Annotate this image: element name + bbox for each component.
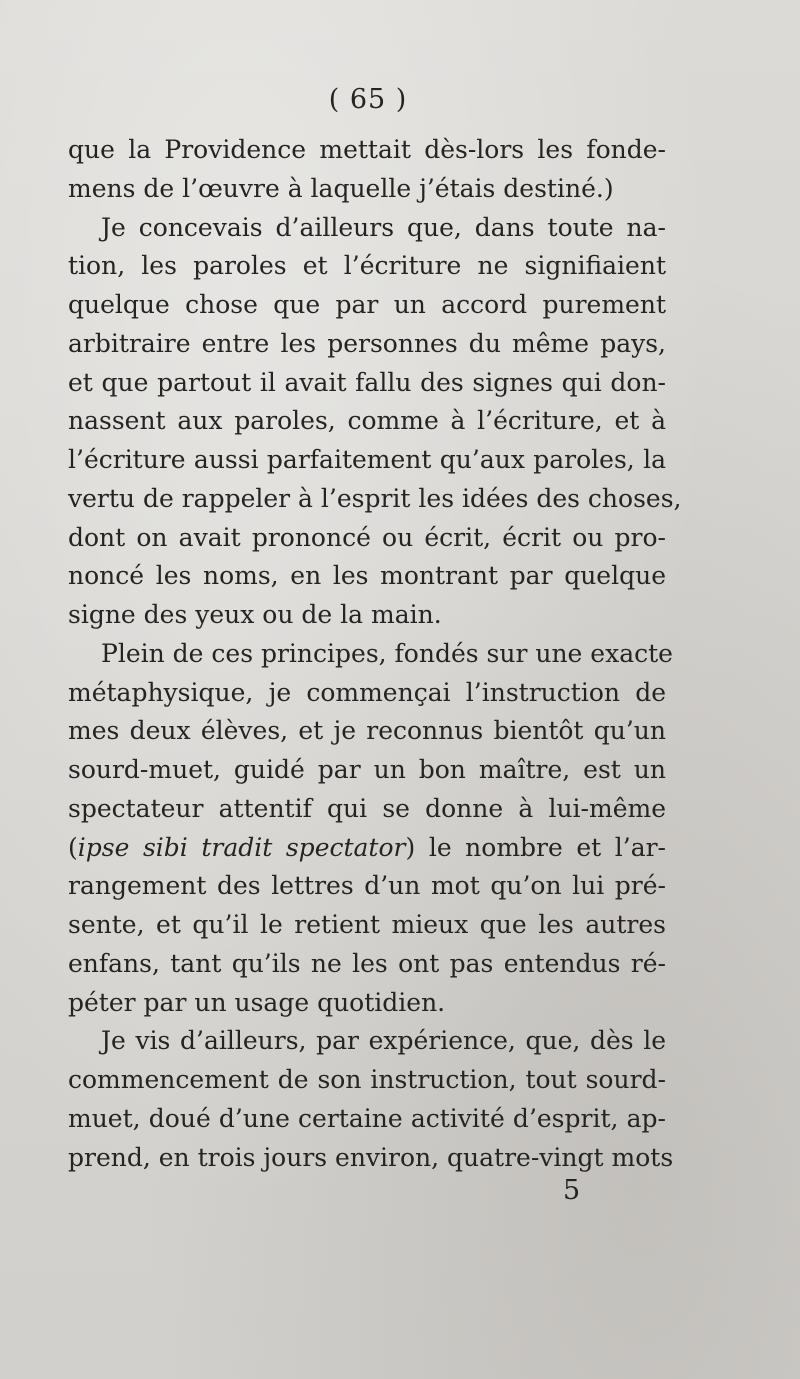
text-line: enfans, tant qu’ils ne les ont pas entendus ré- [68, 948, 666, 978]
paragraph-first-line: Je concevais d’ailleurs que, dans toute na- [101, 212, 666, 242]
text-line: péter par un usage quotidien. [68, 987, 446, 1017]
paragraph-first-line: Plein de ces principes, fondés sur une exacte [101, 638, 673, 668]
signature-mark: 5 [563, 1175, 581, 1206]
text-line: muet, doué d’une certaine activité d’esprit, ap- [68, 1103, 666, 1133]
page-number: ( 65 ) [328, 84, 408, 115]
text-line: que la Providence mettait dès-lors les fonde- [68, 135, 666, 164]
text-line: commencement de son instruction, tout sourd- [68, 1065, 666, 1094]
text-line: sente, et qu’il le retient mieux que les autres [68, 910, 666, 939]
text-line: prend, en trois jours environ, quatre-vingt mots [68, 1142, 674, 1172]
text-line: mens de l’œuvre à laquelle j’étais destiné.) [68, 173, 614, 203]
text-line: signe des yeux ou de la main. [68, 600, 442, 629]
text-line: dont on avait prononcé ou écrit, écrit ou pro- [68, 522, 666, 552]
text-line: métaphysique, je commençai l’instruction de [68, 677, 666, 707]
text-line: spectateur attentif qui se donne à lui-même [68, 793, 666, 823]
paragraph-first-line: Je vis d’ailleurs, par expérience, que, dès le [101, 1026, 666, 1056]
text-line: tion, les paroles et l’écriture ne signifiaient [68, 251, 666, 281]
text-line: noncé les noms, en les montrant par quelque [68, 561, 666, 591]
text-line: vertu de rappeler à l’esprit les idées des choses, [68, 483, 682, 513]
text-line: arbitraire entre les personnes du même pays, [68, 328, 666, 358]
text-line: quelque chose que par un accord purement [68, 290, 666, 319]
text-line: l’écriture aussi parfaitement qu’aux paroles, la [68, 445, 666, 474]
latin-phrase: ipse sibi tradit spectator [77, 832, 406, 862]
text-line: nassent aux paroles, comme à l’écriture, et à [68, 406, 666, 436]
text-line: et que partout il avait fallu des signes qui don- [68, 367, 666, 397]
body-text [68, 131, 682, 1177]
text-line: rangement des lettres d’un mot qu’on lui pré- [68, 871, 666, 901]
text-line: mes deux élèves, et je reconnus bientôt qu’un [68, 716, 666, 746]
text-line-with-italic: (ipse sibi tradit spectator) le nombre et l’ar- [68, 832, 666, 862]
text-line: sourd-muet, guidé par un bon maître, est un [68, 755, 666, 784]
